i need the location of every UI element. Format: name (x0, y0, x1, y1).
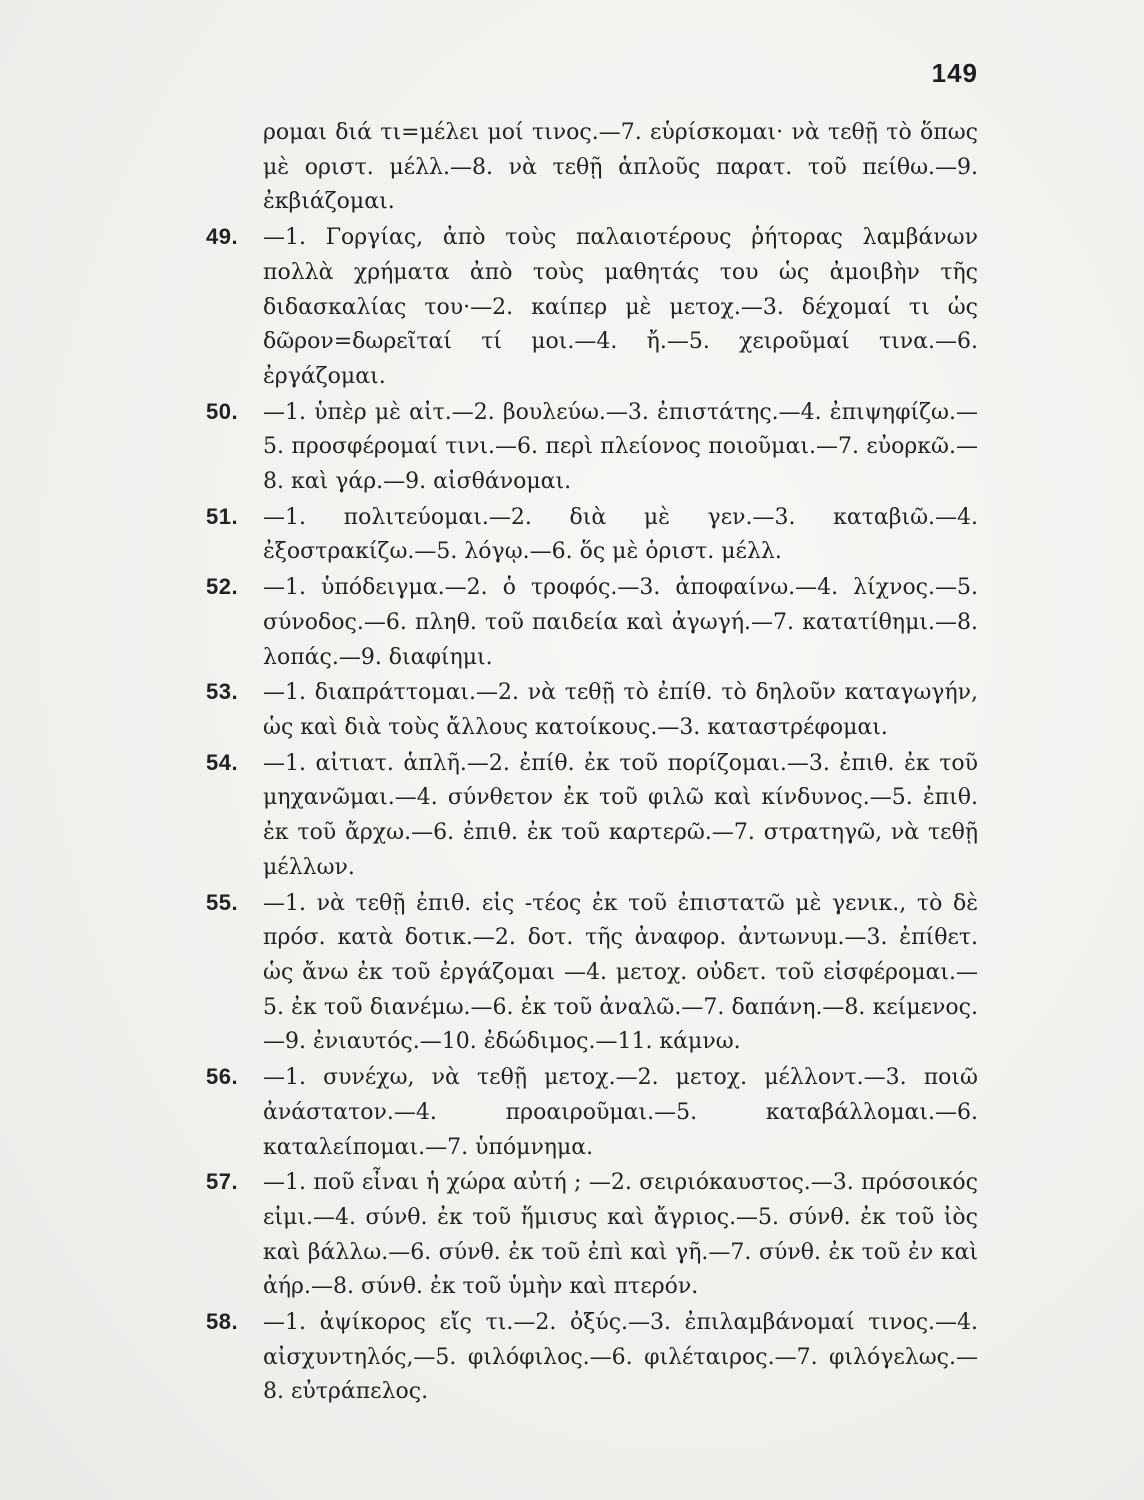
entry-52 (206, 570, 978, 675)
entry-text: —1. νὰ τεθῇ ἐπιθ. εἰς -τέος ἐκ τοῦ ἐπιστατῶ μὲ γενικ., τὸ δὲ πρόσ. κατὰ δοτικ.—2. δοτ. τῆς ἀναφορ. ἀντωνυμ.—3. ἐπίθετ. ὡς ἄνω ἐκ τοῦ ἐργάζομαι —4. μετοχ. οὐδετ. τοῦ εἰσφέρομαι.—5. ἐκ τοῦ διανέμω.—6. ἐκ τοῦ ἀναλῶ.—7. δαπάνη.—8. κείμενος.—9. ἐνιαυτός.—10. ἐδώδιμος.—11. κάμνω. (263, 890, 978, 1055)
entry-number: 57. (206, 1169, 239, 1195)
entry-number: 53. (206, 679, 239, 705)
entry-text: —1. ποῦ εἶναι ἡ χώρα αὐτή ; —2. σειριόκαυστος.—3. πρόσοικός εἰμι.—4. σύνθ. ἐκ τοῦ ἥμισυς καὶ ἄγριος.—5. σύνθ. ἐκ τοῦ ἰὸς καὶ βάλλω.—6. σύνθ. ἐκ τοῦ ἐπὶ καὶ γῆ.—7. σύνθ. ἐκ τοῦ ἐν καὶ ἀήρ.—8. σύνθ. ἐκ τοῦ ὑμὴν καὶ πτερόν. (263, 1170, 978, 1300)
text-body (206, 116, 978, 1410)
entry-number: 54. (206, 749, 239, 775)
entry-49 (206, 220, 978, 395)
entry-number: 55. (206, 889, 239, 915)
entry-number: 50. (206, 398, 239, 424)
entry-text: —1. πολιτεύομαι.—2. διὰ μὲ γεν.—3. καταβιῶ.—4. ἐξοστρακίζω.—5. λόγῳ.—6. ὅς μὲ ὁριστ. μέλλ. (263, 504, 978, 565)
entry-text: —1. ἀψίκορος εἴς τι.—2. ὀξύς.—3. ἐπιλαμβάνομαί τινος.—4. αἰσχυντηλός,—5. φιλόφιλος.—6. φιλέταιρος.—7. φιλόγελως.—8. εὐτράπελος. (263, 1310, 978, 1405)
page-number: 149 (931, 58, 978, 88)
entry-text: —1. διαπράττομαι.—2. νὰ τεθῇ τὸ ἐπίθ. τὸ δηλοῦν καταγωγήν, ὡς καὶ διὰ τοὺς ἄλλους κατοίκους.—3. καταστρέφομαι. (263, 680, 978, 741)
entry-56 (206, 1060, 978, 1165)
entry-54 (206, 746, 978, 886)
entry-number: 49. (206, 224, 239, 250)
continuation-paragraph: ρομαι διά τι=μέλει μοί τινος.—7. εὑρίσκομαι· νὰ τεθῇ τὸ ὅπως μὲ οριστ. μέλλ.—8. νὰ τεθῇ ἁπλοῦς παρατ. τοῦ πείθω.—9. ἐκβιάζομαι. (263, 120, 978, 215)
entry-number: 56. (206, 1064, 239, 1090)
entry-text: —1. Γοργίας, ἀπὸ τοὺς παλαιοτέρους ῥήτορας λαμβάνων πολλὰ χρήματα ἀπὸ τοὺς μαθητάς του ὡς ἀμοιβὴν τῆς διδασκαλίας του·—2. καίπερ μὲ μετοχ.—3. δέχομαί τι ὡς δῶρον=δωρεῖταί τί μοι.—4. ἤ.—5. χειροῦμαί τινα.—6. ἐργάζομαι. (263, 225, 978, 389)
entry-number: 51. (206, 503, 239, 529)
entry-58 (206, 1305, 978, 1410)
entry-number: 52. (206, 574, 239, 600)
entry-text: —1. ὑπὲρ μὲ αἰτ.—2. βουλεύω.—3. ἐπιστάτης.—4. ἐπιψηφίζω.—5. προσφέρομαί τινι.—6. περὶ πλείονος ποιοῦμαι.—7. εὐορκῶ.—8. καὶ γάρ.—9. αἰσθάνομαι. (263, 399, 978, 495)
entry-text: —1. αἰτιατ. ἁπλῆ.—2. ἐπίθ. ἐκ τοῦ πορίζομαι.—3. ἐπιθ. ἐκ τοῦ μηχανῶμαι.—4. σύνθετον ἐκ τοῦ φιλῶ καὶ κίνδυνος.—5. ἐπιθ. ἐκ τοῦ ἄρχω.—6. ἐπιθ. ἐκ τοῦ καρτερῶ.—7. στρατηγῶ, νὰ τεθῇ μέλλων. (263, 750, 978, 880)
entry-number: 58. (206, 1309, 239, 1335)
entry-51 (206, 500, 978, 570)
entry-55 (206, 886, 978, 1061)
entry-57 (206, 1165, 978, 1305)
entry-text: —1. ὑπόδειγμα.—2. ὁ τροφός.—3. ἀποφαίνω.—4. λίχνος.—5. σύνοδος.—6. πληθ. τοῦ παιδεία καὶ ἀγωγή.—7. κατατίθημι.—8. λοπάς.—9. διαφίημι. (263, 575, 978, 670)
entry-50 (206, 395, 978, 500)
entry-text: —1. συνέχω, νὰ τεθῇ μετοχ.—2. μετοχ. μέλλοντ.—3. ποιῶ ἀνάστατον.—4. προαιροῦμαι.—5. καταβάλλομαι.—6. καταλείπομαι.—7. ὑπόμνημα. (263, 1065, 978, 1160)
entry-53 (206, 675, 978, 745)
